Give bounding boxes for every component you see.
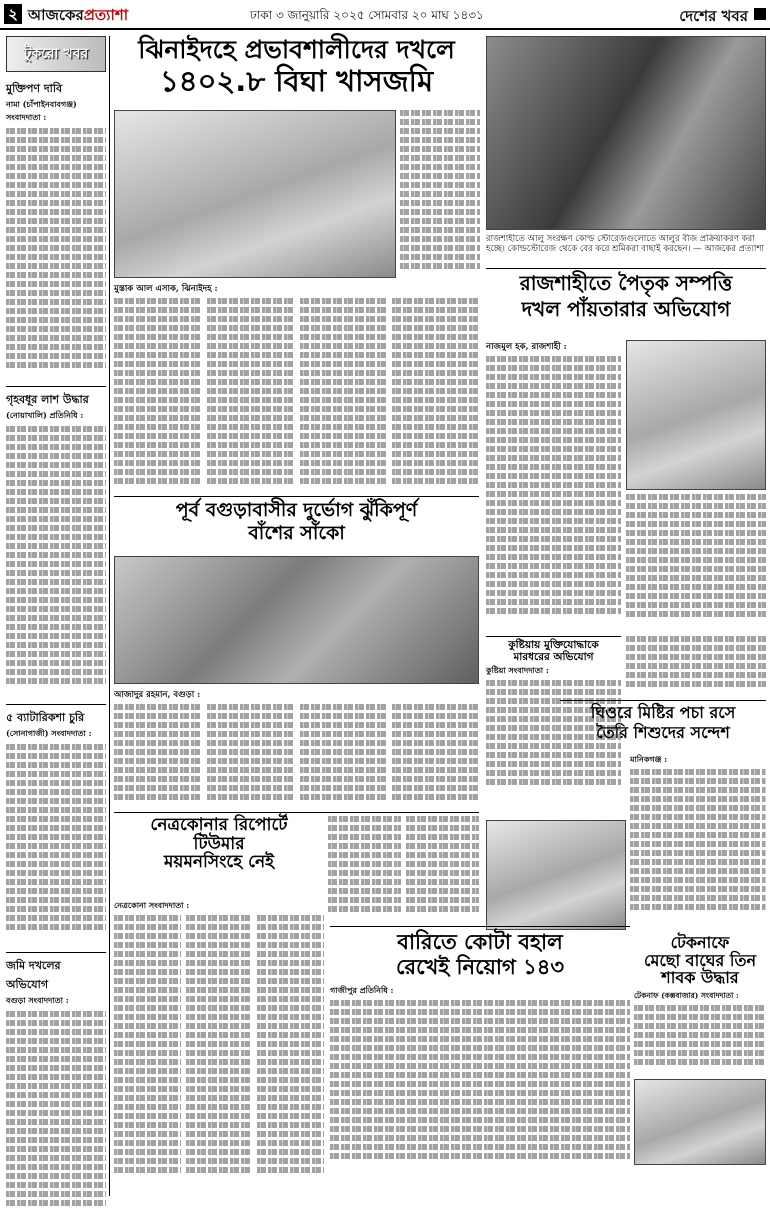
bogura-headline-line2: বাঁশের সাঁকো: [248, 521, 345, 544]
dateline: ঢাকা ৩ জানুয়ারি ২০২৫ সোমবার ২০ মাঘ ১৪৩১: [250, 8, 484, 22]
bogura-byline: আজাদুর রহমান, বগুড়া :: [114, 690, 201, 700]
sweets-headline-line1: ঘিওরে মিষ্টির পচা রসে: [590, 703, 736, 722]
rajshahi-byline: নাজমুল হক, রাজশাহী :: [486, 342, 567, 352]
sidebar-item-byline: বগুড়া সংবাদদাতা :: [6, 995, 69, 1005]
quota-byline: গাজীপুর প্রতিনিধি :: [330, 985, 394, 996]
teknaf-story: [634, 934, 766, 1196]
brand-left: আজকের: [28, 6, 84, 24]
rajshahi-headline-line1: রাজশাহীতে পৈতৃক সম্পত্তি: [519, 271, 733, 295]
sidebar-item-byline: (সোনাগাজী) সংবাদদাতা :: [6, 728, 92, 738]
bogura-photo: [114, 556, 479, 684]
sidebar-column: [6, 36, 106, 1196]
continuation-text: [328, 816, 479, 922]
sweets-body: [630, 754, 766, 930]
sidebar-item-body: [6, 128, 106, 378]
kushtia-headline-line1: কুষ্টিয়ায় মুক্তিযোদ্ধাকে: [508, 639, 599, 651]
teknaf-text: [634, 1005, 766, 1075]
sidebar-item: [6, 704, 106, 944]
sidebar-item-title: মুক্তিপণ দাবি: [6, 82, 63, 95]
brand-right: প্রত্যাশা: [83, 6, 129, 24]
section-divider: [486, 268, 766, 269]
sidebar-item-body: [6, 426, 106, 696]
section-divider: [114, 812, 479, 813]
sidebar-item: [6, 386, 106, 696]
sidebar-item-title: ৫ ব্যাটারিকশা চুরি: [6, 711, 85, 724]
lead-photo: [114, 110, 396, 278]
lead-body: [114, 282, 479, 492]
sidebar-item-body: [6, 1011, 106, 1221]
kushtia-headline-line2: মারধরের অভিযোগ: [513, 650, 594, 663]
sidebar-item-title: গৃহবধূর লাশ উদ্ধার: [6, 393, 89, 406]
quota-headline-line1: বারিতে কোটা বহাল: [397, 930, 563, 954]
rajshahi-text-right: [626, 494, 766, 630]
netrokona-headline-line1: নেত্রকোনার রিপোর্টে: [150, 815, 288, 835]
sweets-photo: [486, 820, 626, 930]
lead-headline-line1: ঝিনাইদহে প্রভাবশালীদের দখলে: [138, 35, 455, 64]
sidebar-item-body: [6, 744, 106, 944]
teknaf-headline-line3: শাবক উদ্ধার: [661, 968, 739, 988]
sidebar-item-byline: নামা (চাঁপাইনবাবগঞ্জ) সংবাদদাতা :: [6, 99, 77, 122]
section-marker-icon: [754, 8, 766, 20]
sidebar-item: [6, 952, 106, 1221]
quota-text: [330, 1000, 630, 1180]
netrokona-text-columns: [114, 915, 324, 1195]
lead-byline: মুস্তাক আল এসাক, ঝিনাইদহ :: [114, 284, 218, 294]
sweets-byline: মানিকগঞ্জ :: [630, 754, 668, 764]
rajshahi-text: [486, 356, 621, 626]
netrokona-story: [114, 816, 324, 896]
sidebar-logo-text: টুকরো খবর: [23, 46, 89, 62]
top-right-photo-caption: রাজশাহীতে আলু সংরক্ষণ কোল্ড স্টোরেজগুলোতে আলুর বীজ প্রক্রিয়াকরণ করা হচ্ছে। কোল্ডস্টোরেজ থেকে বের করে শ্রমিকরা বাছাই করছেন। — আজকের প্রত্যাশা: [486, 234, 764, 254]
sidebar-item: [6, 80, 106, 378]
section-divider: [114, 496, 479, 497]
rajshahi-body: [486, 340, 621, 630]
netrokona-headline-line2: টিউমার: [193, 833, 245, 854]
kushtia-text-right: [626, 636, 766, 696]
column-divider: [109, 36, 110, 1196]
bogura-body: [114, 688, 479, 808]
top-right-photo: [486, 36, 766, 230]
sweets-headline-line2: তৈরি শিশুদের সন্দেশ: [596, 722, 730, 742]
quota-story: [330, 926, 630, 1196]
netrokona-byline: নেত্রকোনা সংবাদদাতা :: [114, 900, 190, 910]
sweets-story: [560, 700, 766, 750]
lead-text-columns: [114, 298, 479, 493]
rajshahi-photo: [626, 340, 766, 490]
kushtia-byline: কুষ্টিয়া সংবাদদাতা :: [486, 665, 549, 676]
page-header: [0, 0, 770, 30]
bogura-story: [114, 500, 479, 560]
sweets-text: [630, 769, 766, 929]
teknaf-photo: [634, 1079, 766, 1165]
teknaf-byline: টেকনাফ (কক্সবাজার) সংবাদদাতা :: [634, 990, 739, 1000]
netrokona-body: [114, 900, 324, 1196]
bogura-headline-line1: পূর্ব বগুড়াবাসীর দুর্ভোগ ঝুঁকিপূর্ণ: [175, 499, 418, 521]
teknaf-headline-line1: টেকনাফে: [670, 933, 730, 952]
sidebar-item-title: জমি দখলের অভিযোগ: [6, 959, 61, 991]
masthead-brand: [28, 4, 128, 29]
page-number: ২: [4, 4, 22, 24]
netrokona-headline-line3: ময়মনসিংহে নেই: [163, 852, 275, 873]
lead-body-right: [400, 110, 480, 278]
section-title: দেশের খবর: [679, 7, 748, 25]
quota-headline-line2: রেখেই নিয়োগ ১৪৩: [396, 955, 564, 980]
teknaf-headline-line2: মেছো বাঘের তিন: [643, 950, 757, 970]
lead-headline-line2: ১৪০২.৮ বিঘা খাসজমি: [159, 63, 434, 98]
sidebar-item-byline: (নোয়াখালি) প্রতিনিধি :: [6, 410, 84, 420]
bogura-text-columns: [114, 704, 479, 809]
rajshahi-headline-line2: দখল পাঁয়তারার অভিযোগ: [521, 297, 731, 321]
sidebar-logo: [6, 36, 106, 72]
